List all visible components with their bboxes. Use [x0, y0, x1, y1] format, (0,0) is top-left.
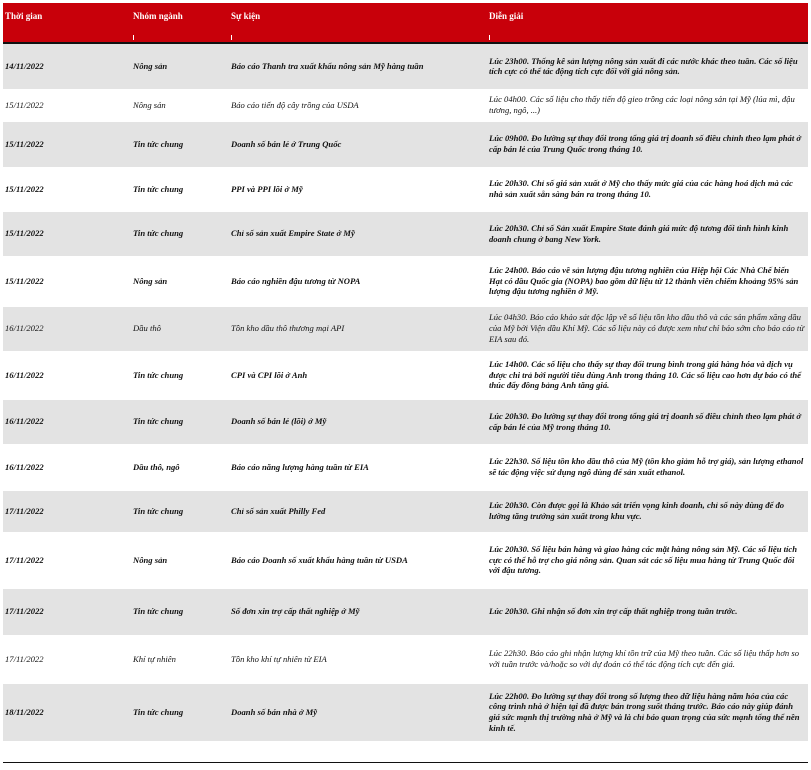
- table-row: [3, 444, 808, 490]
- cell-sector: Nông sản: [131, 43, 229, 89]
- cell-explanation: Lúc 22h30. Báo cáo ghi nhận lượng khí tồn trữ của Mỹ theo tuần. Các số liệu thấp hơn so với tuần trước và/hoặc so với dự đoán có thể tác động tích cực đến giá.: [487, 635, 808, 683]
- table-row: [3, 89, 808, 121]
- header-time-label: Thời gian: [5, 11, 43, 21]
- cell-explanation: Lúc 20h30. Chỉ số Sản xuất Empire State đánh giá mức độ tương đối tình hình kinh doanh chung ở bang New York.: [487, 211, 808, 256]
- table-row: [3, 43, 808, 89]
- cell-explanation: Lúc 20h30. Ghi nhận số đơn xin trợ cấp thất nghiệp trong tuần trước.: [487, 588, 808, 635]
- cell-explanation: Lúc 20h30. Chỉ số giá sản xuất ở Mỹ cho thấy mức giá của các hàng hoá dịch mà các nhà sản xuất sẵn sàng bán ra trong tháng 10.: [487, 167, 808, 211]
- cell-event: Tồn kho khí tự nhiên từ EIA: [229, 635, 487, 683]
- header-explanation: [487, 3, 808, 43]
- cell-sector: Dầu thô: [131, 306, 229, 351]
- cell-sector: Tin tức chung: [131, 490, 229, 532]
- cell-sector: Tin tức chung: [131, 399, 229, 444]
- cell-explanation: Lúc 23h00. Thống kê sản lượng nông sản xuất đi các nước khác theo tuần. Các số liệu tích cực có thể tác động tích cực đối với giá nông sản.: [487, 43, 808, 89]
- cell-event: Chỉ số sản xuất Empire State ở Mỹ: [229, 211, 487, 256]
- table-row: [3, 351, 808, 399]
- header-tick: [489, 35, 490, 40]
- cell-explanation: Lúc 04h00. Các số liệu cho thấy tiến độ gieo trồng các loại nông sản tại Mỹ (lúa mì, đậu tương, ngô, ...): [487, 89, 808, 121]
- cell-sector: Tin tức chung: [131, 211, 229, 256]
- table-row: [3, 121, 808, 167]
- cell-date: 17/11/2022: [3, 588, 131, 635]
- cell-date: 17/11/2022: [3, 635, 131, 683]
- cell-sector: Khí tự nhiên: [131, 635, 229, 683]
- cell-date: 18/11/2022: [3, 683, 131, 741]
- cell-event: Tồn kho dầu thô thương mại API: [229, 306, 487, 351]
- cell-sector: Tin tức chung: [131, 683, 229, 741]
- cell-explanation: Lúc 04h30. Báo cáo khảo sát độc lập về số liệu tồn kho dầu thô và các sản phẩm xăng dầu của Mỹ bởi Viện dầu Khí Mỹ. Các số liệu này có được xem như chỉ báo sớm cho báo cáo từ EIA sau đó.: [487, 306, 808, 351]
- cell-event: CPI và CPI lõi ở Anh: [229, 351, 487, 399]
- cell-date: 16/11/2022: [3, 351, 131, 399]
- table-row: [3, 399, 808, 444]
- table-row: [3, 588, 808, 635]
- economic-calendar-table: [3, 3, 808, 742]
- cell-event: Báo cáo Thanh tra xuất khẩu nông sản Mỹ hàng tuần: [229, 43, 487, 89]
- header-time: [3, 3, 131, 43]
- table-row: [3, 635, 808, 683]
- cell-sector: Nông sản: [131, 89, 229, 121]
- cell-explanation: Lúc 24h00. Báo cáo về sản lượng đậu tương nghiền của Hiệp hội Các Nhà Chế biến Hạt có dầu Quốc gia (NOPA) bao gồm dữ liệu từ 12 thành viên chiếm khoảng 95% sản lượng đậu tương nghiền ở Mỹ.: [487, 256, 808, 306]
- cell-event: PPI và PPI lõi ở Mỹ: [229, 167, 487, 211]
- cell-date: 15/11/2022: [3, 256, 131, 306]
- table-row: [3, 683, 808, 741]
- header-sector-label: Nhóm ngành: [133, 11, 183, 21]
- cell-event: Báo cáo nghiền đậu tương từ NOPA: [229, 256, 487, 306]
- header-tick: [133, 35, 134, 40]
- cell-explanation: Lúc 09h00. Đo lường sự thay đổi trong tổng giá trị doanh số điều chỉnh theo lạm phát ở cấp bán lẻ của Trung Quốc trong tháng 10.: [487, 121, 808, 167]
- cell-sector: Tin tức chung: [131, 588, 229, 635]
- table-header-row: [3, 3, 808, 43]
- cell-event: Doanh số bán nhà ở Mỹ: [229, 683, 487, 741]
- cell-date: 15/11/2022: [3, 89, 131, 121]
- cell-event: Báo cáo năng lượng hàng tuần từ EIA: [229, 444, 487, 490]
- cell-explanation: Lúc 20h30. Đo lường sự thay đổi trong tổng giá trị doanh số điều chỉnh theo lạm phát ở cấp bán lẻ của Mỹ trong tháng 10.: [487, 399, 808, 444]
- table-row: [3, 167, 808, 211]
- cell-event: Báo cáo tiến độ cây trồng của USDA: [229, 89, 487, 121]
- cell-event: Số đơn xin trợ cấp thất nghiệp ở Mỹ: [229, 588, 487, 635]
- table-bottom-rule: [3, 762, 808, 763]
- cell-date: 16/11/2022: [3, 399, 131, 444]
- cell-event: Báo cáo Doanh số xuất khẩu hàng tuần từ USDA: [229, 532, 487, 588]
- cell-event: Doanh số bán lẻ (lõi) ở Mỹ: [229, 399, 487, 444]
- cell-explanation: Lúc 20h30. Còn được gọi là Khảo sát triển vọng kinh doanh, chỉ số này dùng để đo lường tăng trưởng sản xuất trong khu vực.: [487, 490, 808, 532]
- table-row: [3, 490, 808, 532]
- cell-sector: Tin tức chung: [131, 167, 229, 211]
- cell-sector: Tin tức chung: [131, 351, 229, 399]
- cell-date: 17/11/2022: [3, 532, 131, 588]
- cell-date: 16/11/2022: [3, 306, 131, 351]
- cell-sector: Tin tức chung: [131, 121, 229, 167]
- cell-date: 15/11/2022: [3, 121, 131, 167]
- cell-explanation: Lúc 14h00. Các số liệu cho thấy sự thay đổi trung bình trong giá hàng hóa và dịch vụ được chi trả bởi người tiêu dùng Anh trong tháng 10. Các số liệu cao hơn dự báo có thể thúc đẩy đồng bảng Anh tăng giá.: [487, 351, 808, 399]
- cell-sector: Nông sản: [131, 256, 229, 306]
- table-row: [3, 306, 808, 351]
- cell-sector: Nông sản: [131, 532, 229, 588]
- cell-explanation: Lúc 22h00. Đo lường sự thay đổi trong số lượng theo dữ liệu hàng năm hóa của các công trình nhà ở hiện tại đã được bán trong suốt tháng trước. Báo cáo này giúp đánh giá sức mạnh thị trường nhà ở Mỹ và là chỉ báo quan trọng của sức mạnh tổng thể nền kinh tế.: [487, 683, 808, 741]
- table-row: [3, 211, 808, 256]
- cell-date: 17/11/2022: [3, 490, 131, 532]
- header-event-label: Sự kiện: [231, 11, 261, 21]
- cell-sector: Dầu thô, ngô: [131, 444, 229, 490]
- header-tick: [231, 35, 232, 40]
- cell-explanation: Lúc 20h30. Số liệu bán hàng và giao hàng các mặt hàng nông sản Mỹ. Các số liệu tích cực có thể hỗ trợ cho giá nông sản. Quan sát các số liệu mua hàng từ Trung Quốc đối với đậu tương.: [487, 532, 808, 588]
- header-sector: [131, 3, 229, 43]
- table-row: [3, 532, 808, 588]
- header-event: [229, 3, 487, 43]
- cell-event: Chỉ số sản xuất Philly Fed: [229, 490, 487, 532]
- cell-date: 15/11/2022: [3, 167, 131, 211]
- cell-date: 15/11/2022: [3, 211, 131, 256]
- cell-explanation: Lúc 22h30. Số liệu tồn kho dầu thô của Mỹ (tồn kho giảm hỗ trợ giá), sản lượng ethanol sẽ tác động việc sử dụng ngô dùng để sản xuất ethanol.: [487, 444, 808, 490]
- cell-date: 14/11/2022: [3, 43, 131, 89]
- cell-event: Doanh số bán lẻ ở Trung Quốc: [229, 121, 487, 167]
- table-row: [3, 256, 808, 306]
- header-explanation-label: Diễn giải: [489, 11, 524, 21]
- cell-date: 16/11/2022: [3, 444, 131, 490]
